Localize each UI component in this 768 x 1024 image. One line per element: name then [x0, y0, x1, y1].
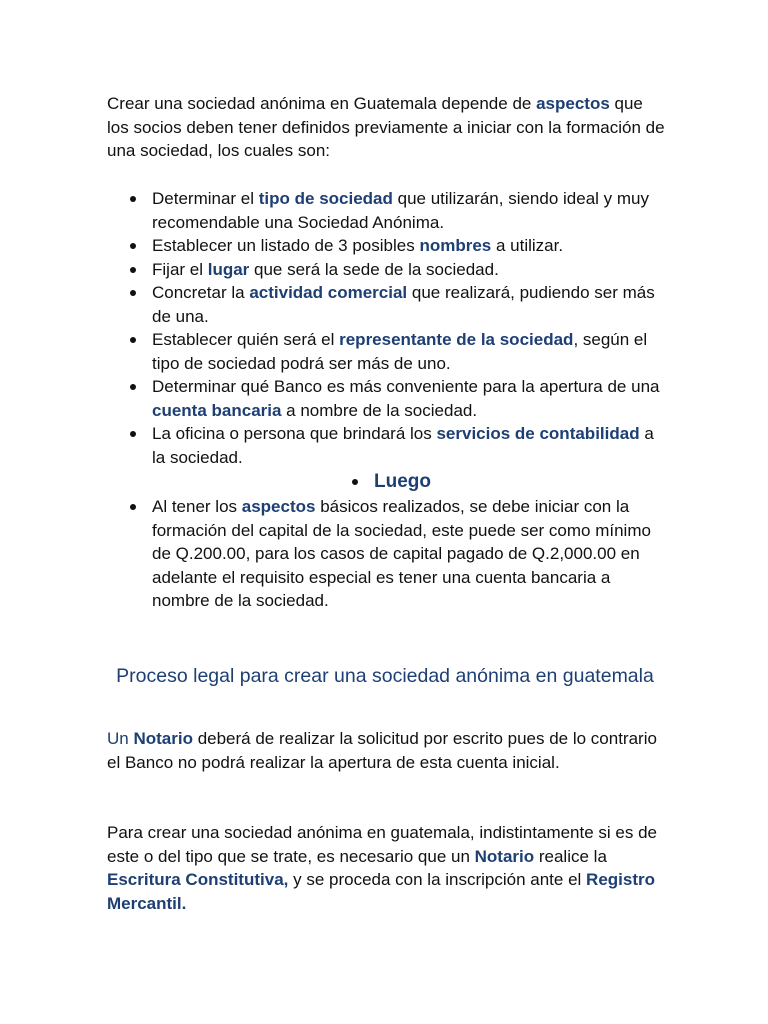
escritura-paragraph [107, 821, 667, 915]
notario-paragraph [107, 727, 667, 774]
list-item [128, 328, 668, 375]
intro-text-1: Crear una sociedad anónima en Guatemala depende de [107, 94, 537, 113]
requirements-list [128, 187, 668, 613]
list-item-text: que utilizarán, siendo ideal y muy recomendable una Sociedad Anónima. [152, 189, 649, 232]
list-item-keyword: actividad comercial [249, 283, 408, 302]
list-item [128, 375, 668, 422]
list-item [128, 495, 668, 613]
list-item [128, 234, 668, 258]
list-item-text: Establecer un listado de 3 posibles [152, 236, 420, 255]
list-item-keyword: lugar [207, 259, 250, 279]
paragraph-text: deberá de realizar la solicitud por escrito pues de lo contrario el Banco no podrá realizar la apertura de esta cuenta inicial. [107, 729, 657, 772]
keyword-aspectos: aspectos [536, 94, 610, 113]
list-item-text: a la sociedad. [152, 424, 654, 467]
list-item-text: , según el tipo de sociedad podrá ser más de uno. [152, 330, 648, 373]
list-item-text: La oficina o persona que brindará los [152, 424, 437, 443]
list-item-text: a nombre de la sociedad. [281, 400, 478, 420]
list-item-keyword: representante de la sociedad [339, 330, 574, 349]
list-item-text: que realizará, pudiendo ser más de una. [152, 283, 655, 326]
list-item-text: básicos realizados, se debe iniciar con la formación del capital de la sociedad, este puede ser como mínimo de Q.200.00, para los casos de capital pagado de Q.2,000.00 en adelante el requisito especial es tener una cuenta bancaria a nombre de la sociedad. [152, 497, 651, 610]
keyword-registro-mercantil: Registro Mercantil. [107, 870, 656, 913]
list-item [128, 422, 668, 469]
keyword-notario: Notario [474, 846, 535, 866]
list-item [128, 187, 668, 234]
list-item-keyword: tipo de sociedad [258, 189, 393, 208]
intro-text-2: que los socios deben tener definidos previamente a iniciar con la formación de una sociedad, los cuales son: [107, 94, 665, 160]
paragraph-text: Un [107, 729, 134, 748]
list-item-text: Fijar el [152, 259, 208, 279]
list-item-keyword: cuenta bancaria [152, 400, 282, 420]
list-item-keyword: nombres [419, 236, 492, 255]
luego-label: Luego [374, 471, 431, 492]
list-item-text: Al tener los [152, 497, 242, 516]
list-item-text: Determinar el [152, 189, 259, 208]
list-item-text: Determinar qué Banco es más conveniente para la apertura de una [152, 377, 660, 396]
list-item-text: Concretar la [152, 283, 250, 302]
list-item-keyword: aspectos [241, 497, 316, 516]
paragraph-text: realice la [534, 846, 607, 866]
list-item-text: a utilizar. [491, 236, 564, 255]
list-item [128, 281, 668, 328]
list-item-text: que será la sede de la sociedad. [249, 259, 499, 279]
list-item [128, 258, 668, 282]
paragraph-text: y se proceda con la inscripción ante el [288, 870, 587, 889]
intro-paragraph [107, 92, 667, 163]
paragraph-text: Para crear una sociedad anónima en guatemala, indistintamente si es de este o del tipo que se trate, es necesario que un [107, 823, 658, 866]
list-item-luego [128, 469, 668, 495]
list-item-keyword: servicios de contabilidad [436, 424, 640, 443]
list-item-text: Establecer quién será el [152, 330, 340, 349]
keyword-notario: Notario [133, 729, 193, 748]
section-heading: Proceso legal para crear una sociedad anónima en guatemala [116, 665, 654, 687]
keyword-escritura-constitutiva: Escritura Constitutiva, [107, 870, 289, 889]
